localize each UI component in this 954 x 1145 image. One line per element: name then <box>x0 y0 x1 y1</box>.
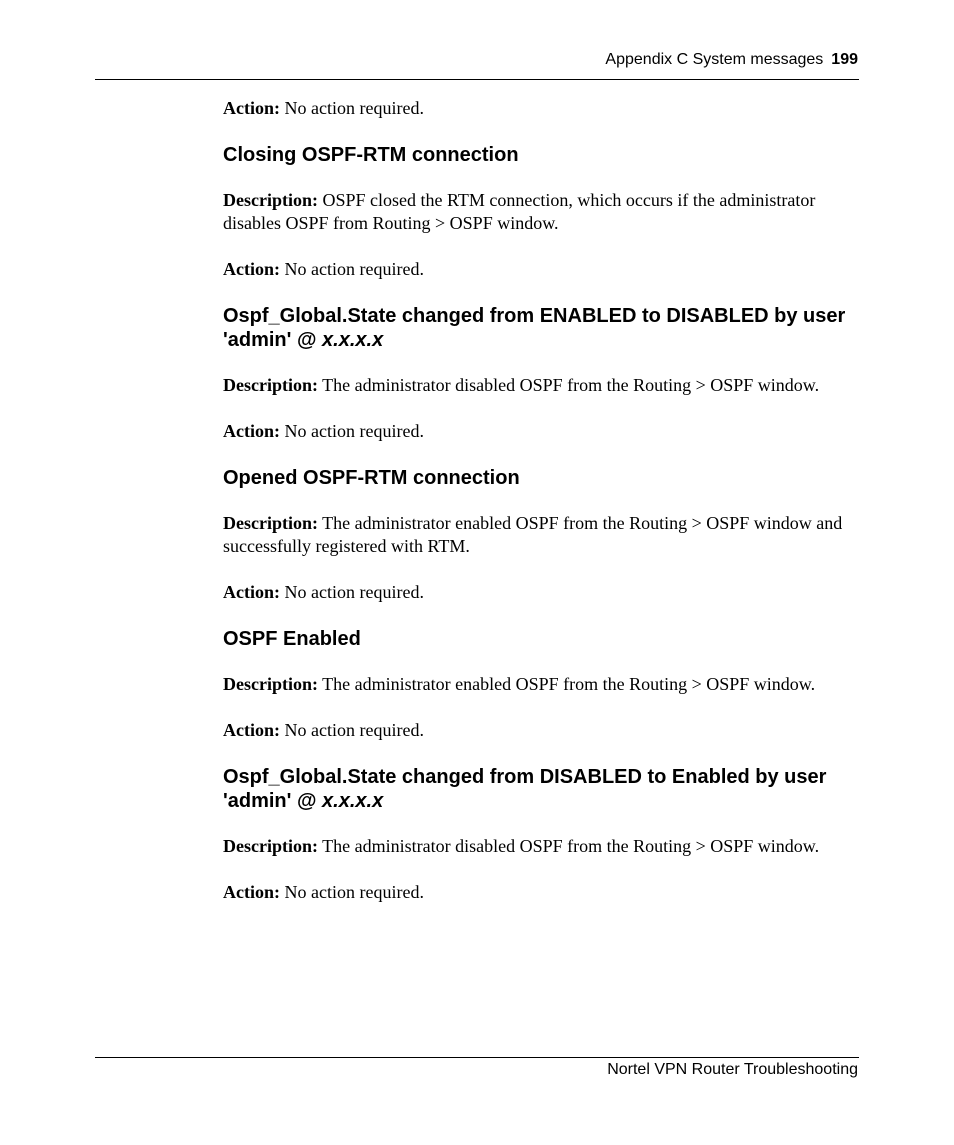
section-description <box>223 374 863 397</box>
page-number: 199 <box>831 51 858 68</box>
section-action <box>223 881 863 904</box>
description-text: The administrator enabled OSPF from the Routing > OSPF window and successfully registered with RTM. <box>223 513 843 556</box>
section-heading <box>223 143 863 167</box>
section-heading <box>223 627 863 651</box>
action-label: Action: <box>223 582 280 602</box>
action-text: No action required. <box>280 720 424 740</box>
intro-action <box>223 97 863 120</box>
section-title: OSPF Enabled <box>223 628 361 650</box>
action-label: Action: <box>223 720 280 740</box>
action-text: No action required. <box>280 882 424 902</box>
section-description <box>223 835 863 858</box>
description-label: Description: <box>223 190 318 210</box>
description-label: Description: <box>223 674 318 694</box>
section-description <box>223 673 863 696</box>
description-label: Description: <box>223 836 318 856</box>
description-label: Description: <box>223 513 318 533</box>
action-label: Action: <box>223 259 280 279</box>
section-title-variable: x.x.x.x <box>322 329 384 351</box>
section-action <box>223 258 863 281</box>
section-description <box>223 189 863 235</box>
section-title: Ospf_Global.State changed from ENABLED to DISABLED by user 'admin' @ <box>223 305 846 351</box>
description-text: The administrator disabled OSPF from the Routing > OSPF window. <box>317 836 820 856</box>
section-heading <box>223 304 863 352</box>
action-text: No action required. <box>280 421 424 441</box>
header-rule <box>95 79 859 80</box>
action-label: Action: <box>223 98 280 118</box>
action-text: No action required. <box>280 259 424 279</box>
description-label: Description: <box>223 375 318 395</box>
section-heading <box>223 765 863 813</box>
section-action <box>223 420 863 443</box>
section-title: Closing OSPF-RTM connection <box>223 144 519 166</box>
description-text: The administrator disabled OSPF from the Routing > OSPF window. <box>317 375 820 395</box>
page-footer: Nortel VPN Router Troubleshooting <box>607 1061 858 1078</box>
section-description <box>223 512 863 558</box>
description-text: The administrator enabled OSPF from the Routing > OSPF window. <box>317 674 816 694</box>
page-body <box>223 97 863 927</box>
section-heading <box>223 466 863 490</box>
section-title: Ospf_Global.State changed from DISABLED to Enabled by user 'admin' @ <box>223 766 827 812</box>
section-action <box>223 581 863 604</box>
header-section: Appendix C System messages <box>605 51 824 68</box>
footer-rule <box>95 1057 859 1058</box>
action-label: Action: <box>223 882 280 902</box>
description-text: OSPF closed the RTM connection, which occurs if the administrator disables OSPF from Routing > OSPF window. <box>223 190 816 233</box>
section-title: Opened OSPF-RTM connection <box>223 467 520 489</box>
section-title-variable: x.x.x.x <box>322 790 384 812</box>
action-text: No action required. <box>280 582 424 602</box>
action-text: No action required. <box>280 98 424 118</box>
action-label: Action: <box>223 421 280 441</box>
page-header <box>605 51 858 69</box>
section-action <box>223 719 863 742</box>
